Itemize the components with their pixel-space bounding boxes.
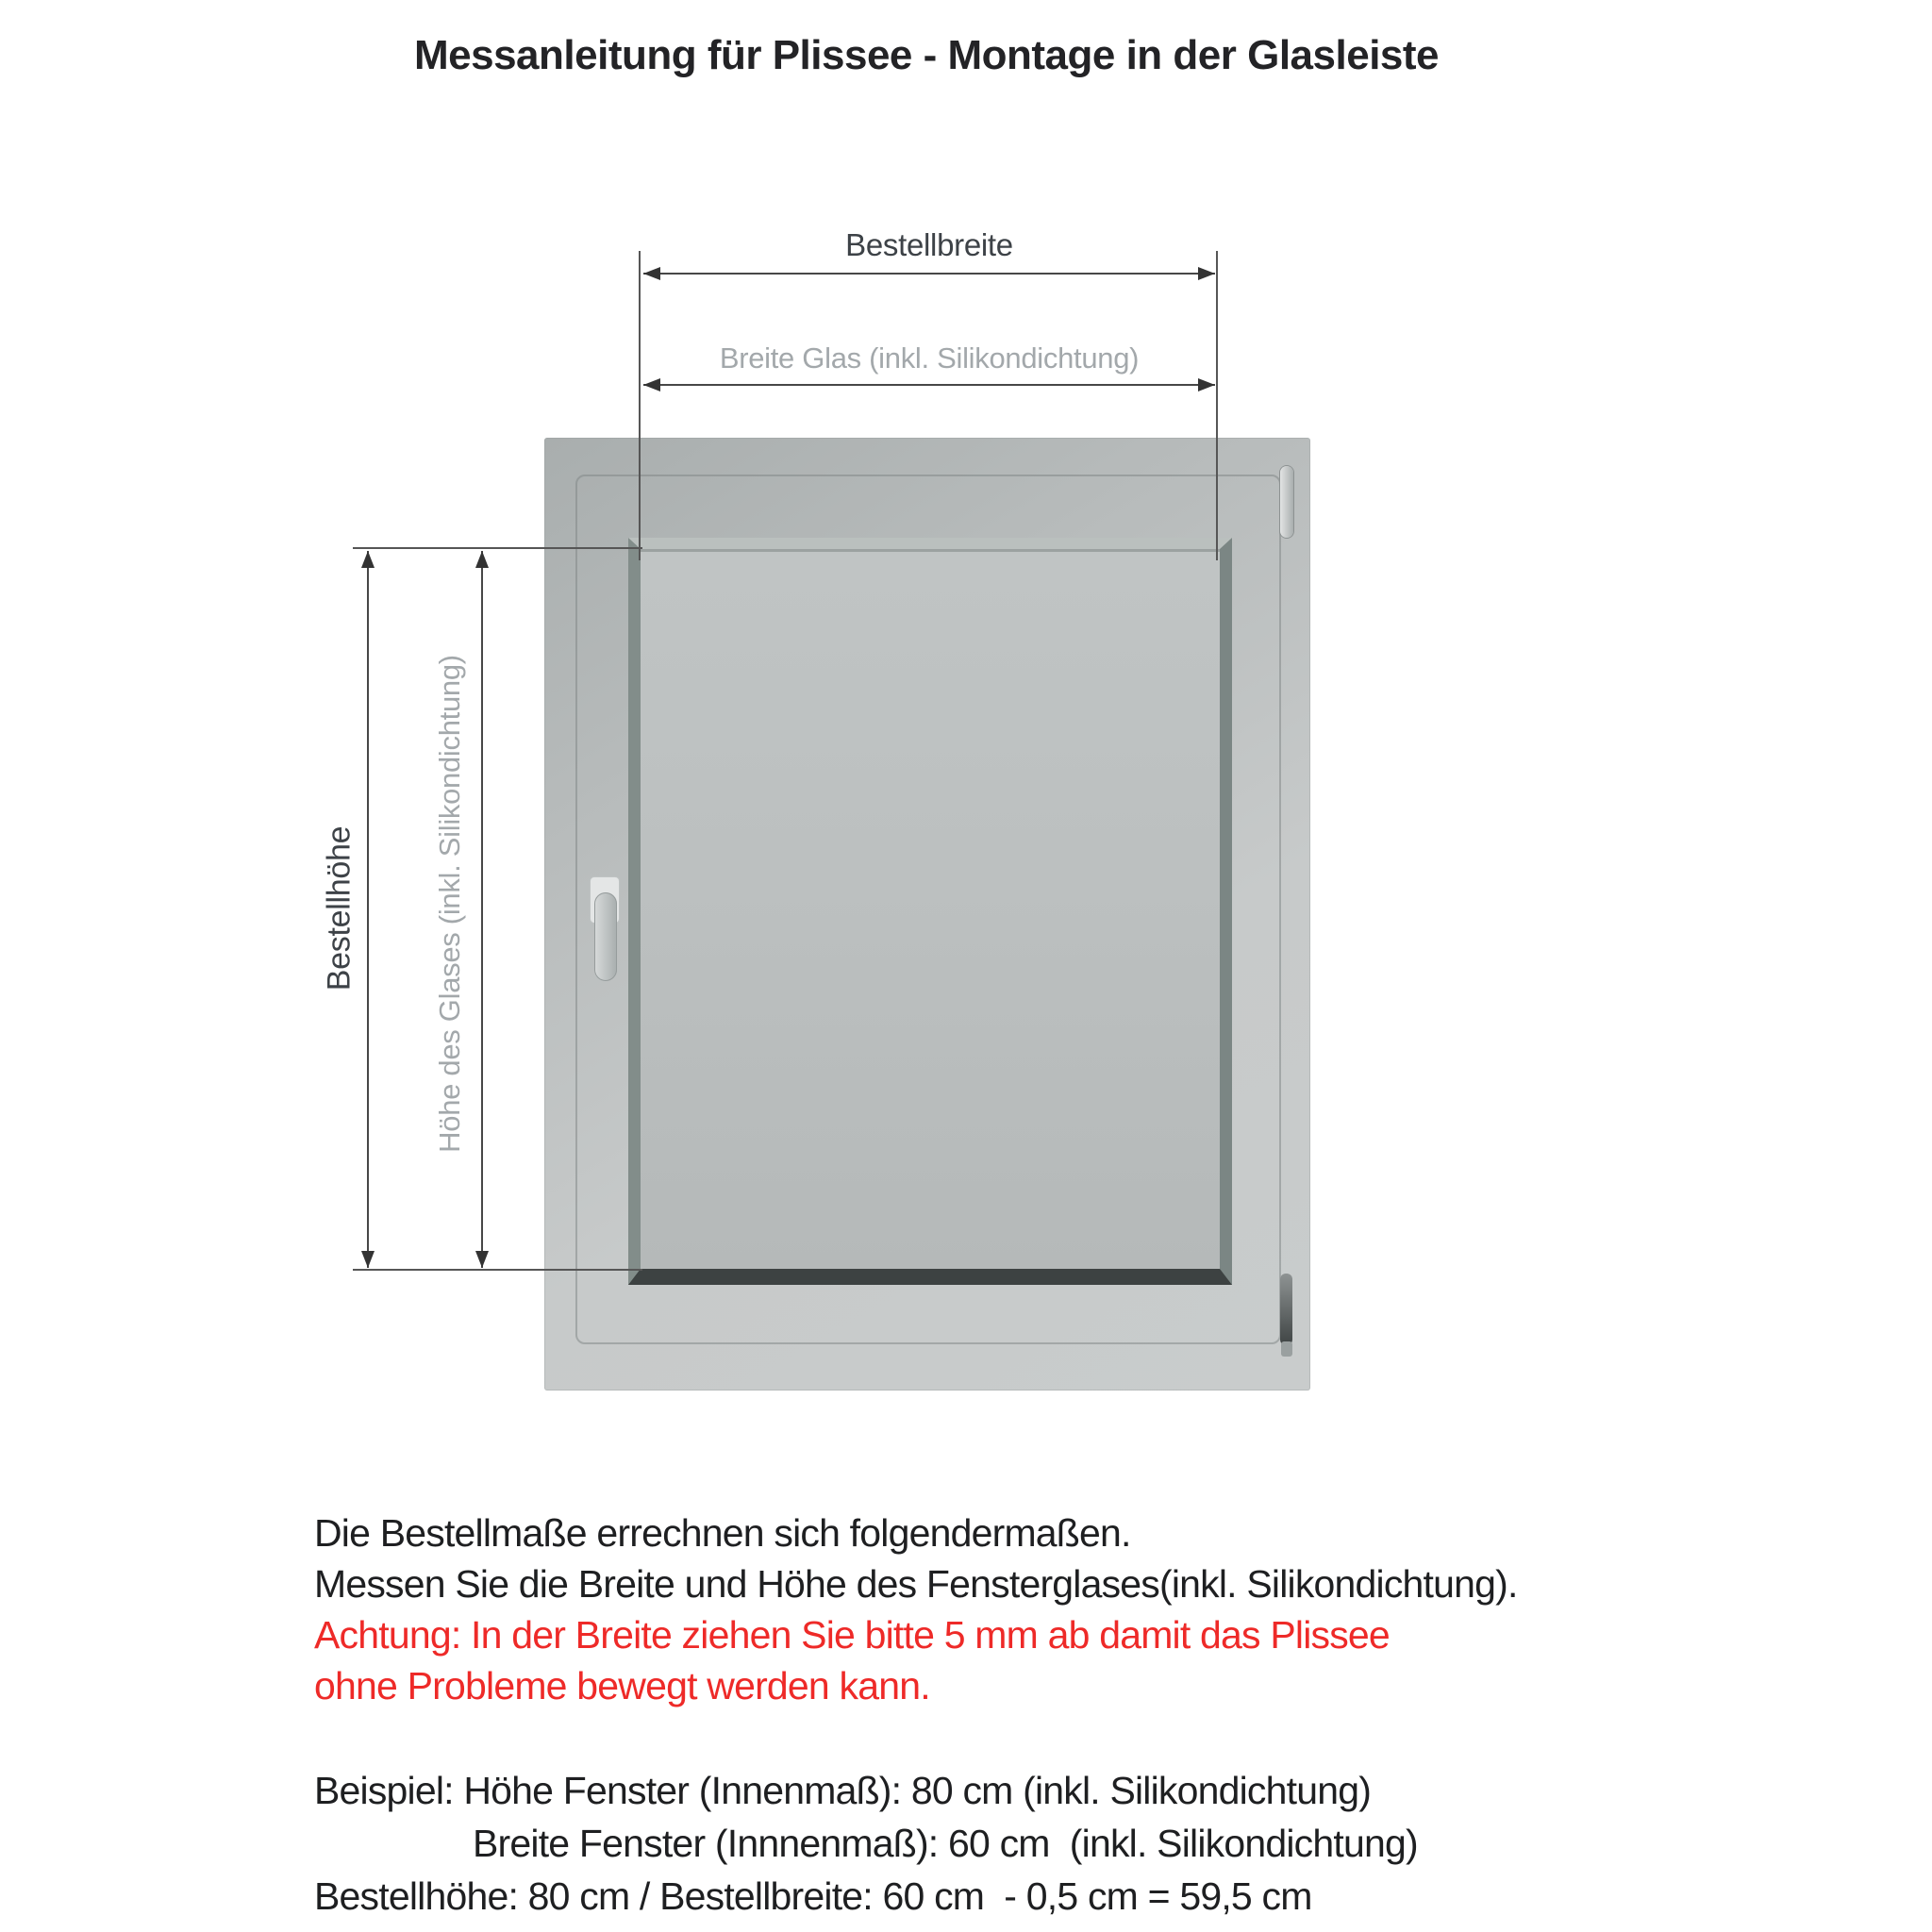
- extension-line-glass-bottom: [353, 1269, 642, 1271]
- window-hinge-bottom-icon: [1280, 1274, 1292, 1345]
- warning-line-1: Achtung: In der Breite ziehen Sie bitte 5 mm ab damit das Plissee: [314, 1613, 1390, 1657]
- extension-line-glass-top: [353, 547, 642, 549]
- instructions-text: [314, 1507, 1824, 1923]
- window-handle-icon: [594, 892, 617, 981]
- page-title: Messanleitung für Plissee - Montage in der Glasleiste: [413, 32, 1440, 79]
- glass-width-dimension-arrow-icon: [643, 384, 1215, 386]
- window-hinge-knob-icon: [1281, 1341, 1292, 1357]
- intro-line-1: Die Bestellmaße errechnen sich folgendermaßen.: [314, 1511, 1131, 1555]
- order-height-label: Bestellhöhe: [321, 825, 358, 991]
- example-line-3: Bestellhöhe: 80 cm / Bestellbreite: 60 cm - 0,5 cm = 59,5 cm: [314, 1874, 1312, 1918]
- window-glass: [641, 549, 1220, 1269]
- glass-height-dimension-arrow-icon: [481, 551, 483, 1268]
- order-width-label: Bestellbreite: [845, 227, 1013, 262]
- order-height-dimension-arrow-icon: [367, 551, 369, 1268]
- order-width-dimension-arrow-icon: [643, 273, 1215, 275]
- example-block: [314, 1764, 1824, 1923]
- warning-line-2: ohne Probleme bewegt werden kann.: [314, 1664, 930, 1707]
- window-hinge-top-icon: [1280, 466, 1293, 538]
- example-line-1: Beispiel: Höhe Fenster (Innenmaß): 80 cm (inkl. Silikondichtung): [314, 1769, 1372, 1812]
- example-line-2: Breite Fenster (Innnenmaß): 60 cm (inkl. Silikondichtung): [473, 1822, 1418, 1865]
- glass-width-label: Breite Glas (inkl. Silikondichtung): [719, 341, 1140, 375]
- window-glazing-bead: [628, 538, 1232, 1285]
- window-frame: [544, 438, 1310, 1391]
- extension-line-glass-right: [1216, 251, 1218, 560]
- glass-height-label: Höhe des Glases (inkl. Silikondichtung): [433, 655, 466, 1153]
- extension-line-glass-left: [639, 251, 641, 560]
- intro-line-2: Messen Sie die Breite und Höhe des Fensterglases(inkl. Silikondichtung).: [314, 1562, 1518, 1606]
